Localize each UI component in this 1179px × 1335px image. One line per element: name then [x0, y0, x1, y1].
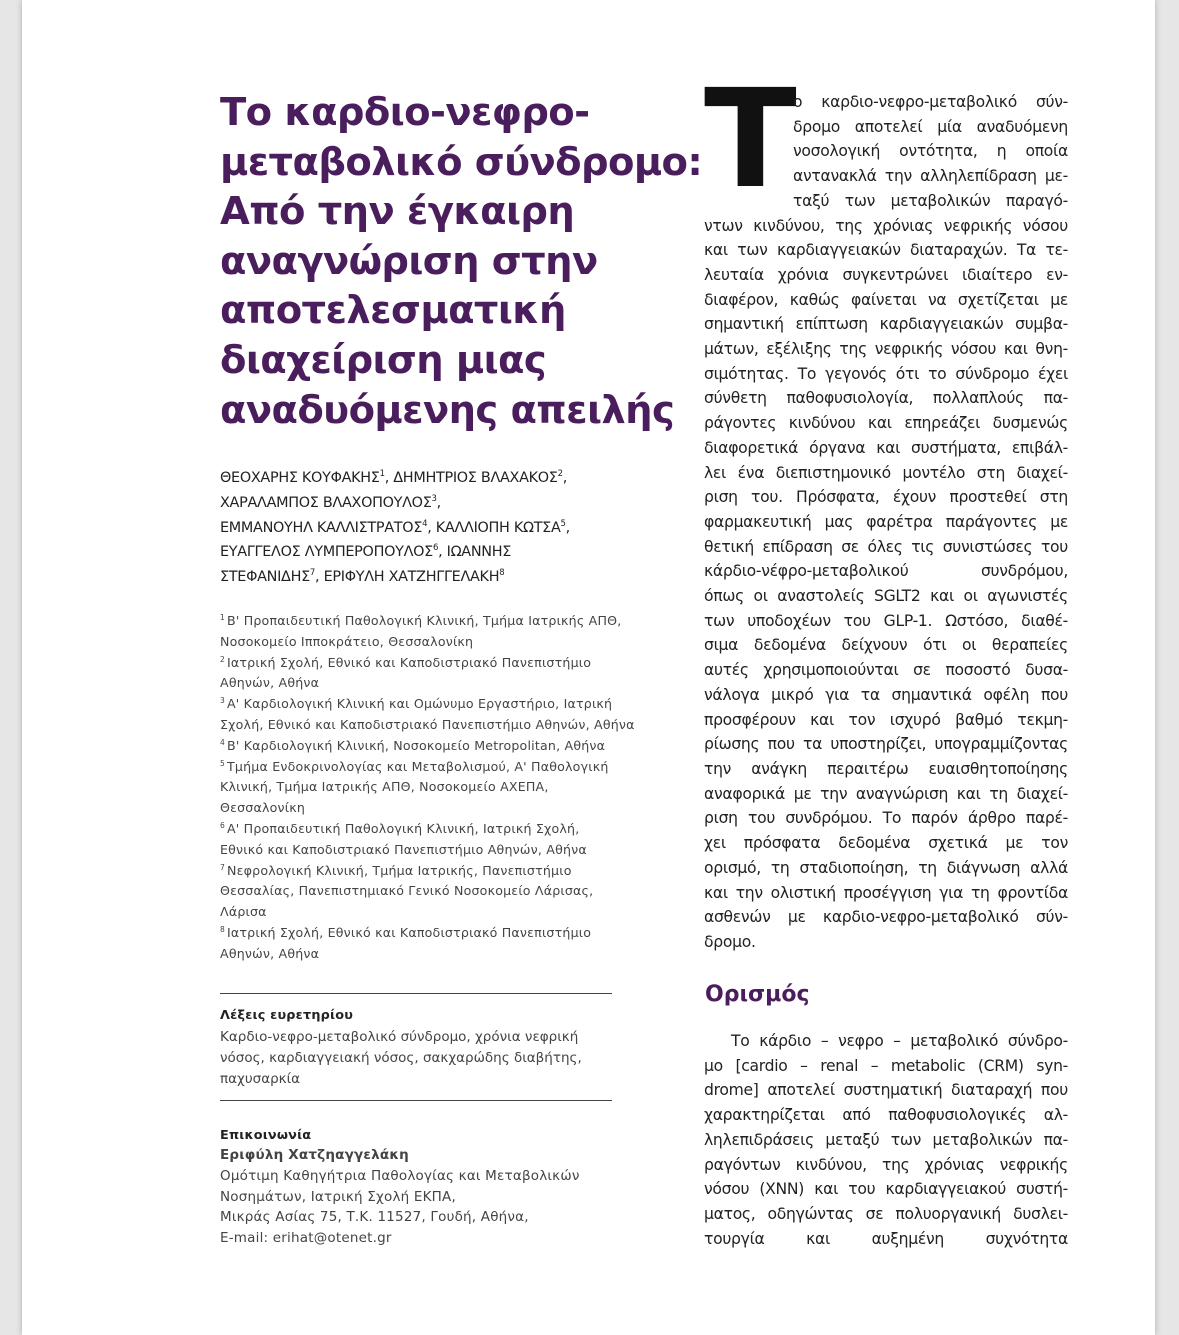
affiliation-line: $^5$ Τμήμα Ενδοκρινολογίας και Μεταβολισμού, Α' Παθολογική	[220, 758, 609, 774]
title-line: Το καρδιο-νεφρο-	[220, 90, 590, 135]
affiliation-line: Αθηνών, Αθήνα	[220, 675, 320, 691]
author-name: ΙΩΑΝΝΗΣ	[446, 544, 512, 561]
title-line: αποτελεσματική	[220, 288, 566, 334]
text-line: ματος, οδηγώντας σε πολυοργανική δυσλει-	[704, 1204, 1068, 1223]
text-line: όπως οι αναστολείς SGLT2 και οι αγωνιστές	[704, 587, 1068, 606]
affiliation-line: $^7$ Νεφρολογική Κλινική, Τμήμα Ιατρικής, Πανεπιστήμιο	[220, 862, 572, 878]
text-line: νοσολογική οντότητα, η οποία	[793, 142, 1068, 161]
contact-line: Νοσημάτων, Ιατρική Σχολή ΕΚΠΑ,	[220, 1188, 456, 1205]
text-line: αντανακλά την αλληλεπίδραση με-	[793, 167, 1068, 186]
divider	[220, 993, 612, 994]
affiliation-line: Θεσσαλίας, Πανεπιστημιακό Γενικό Νοσοκομείο Λάρισας,	[220, 883, 594, 899]
contact-block	[220, 1145, 620, 1249]
text-line: λευταία χρόνια συγκεντρώνει ιδιαίτερο εν-	[704, 265, 1068, 284]
text-line: θετική επίδραση σε όλες τις συνιστώσες του	[704, 537, 1068, 556]
text-line: ασθενών με καρδιο-νεφρο-μεταβολικό σύν-	[704, 908, 1068, 927]
text-line: ρίωσης που τα υποστηρίζει, υπογραμμίζοντας	[704, 735, 1068, 754]
title-line: διαχείριση μιας	[220, 337, 547, 383]
author-ref: 3	[431, 493, 437, 504]
text-line: τουργία και αυξημένη συχνότητα	[704, 1229, 1068, 1248]
text-line: ραγόντων κινδύνου, της χρόνιας νεφρικής	[704, 1155, 1068, 1174]
text-line: διαφορετικά όργανα και συστήματα, επιβάλ-	[704, 438, 1068, 457]
text-line: σιμα δεδομένα δείχνουν ότι οι θεραπείες	[704, 636, 1068, 655]
text-line: διαφέρον, καθώς φαίνεται να σχετίζεται με	[704, 290, 1068, 309]
text-line: ράγοντες κινδύνου και επηρεάζει δυσμενώς	[704, 414, 1068, 433]
author-name: ΕΥΑΓΓΕΛΟΣ ΛΥΜΠΕΡΟΠΟΥΛΟΣ	[220, 544, 433, 561]
author-name: ΘΕΟΧΑΡΗΣ ΚΟΥΦΑΚΗΣ	[220, 470, 380, 486]
text-line: κάρδιο-νέφρο-μεταβολικού συνδρόμου,	[704, 562, 1068, 581]
text-line: μο [cardio – renal – metabolic (CRM) syn-	[704, 1056, 1068, 1075]
section-heading: Ορισμός	[705, 982, 810, 1007]
text-line: σιμότητας. Το γεγονός ότι το σύνδρομο έχει	[704, 364, 1068, 383]
text-line: λει ένα διεπιστημονικό μοντέλο στη διαχεί-	[704, 463, 1068, 482]
keywords-body	[220, 1027, 620, 1090]
contact-email: E-mail: erihat@otenet.gr	[220, 1230, 392, 1247]
author-name: ΧΑΡΑΛΑΜΠΟΣ ΒΛΑΧΟΠΟΥΛΟΣ	[220, 494, 432, 511]
keywords-line: παχυσαρκία	[220, 1071, 301, 1087]
affiliation-line: $^6$ Α' Προπαιδευτική Παθολογική Κλινική, Ιατρική Σχολή,	[220, 820, 580, 836]
keywords-line: Καρδιο-νεφρο-μεταβολικό σύνδρομο, χρόνια νεφρική	[220, 1029, 579, 1045]
text-line: σημαντική επίπτωση καρδιαγγειακών συμβα-	[704, 315, 1068, 334]
author-ref: 1	[379, 469, 385, 479]
drop-cap: Τ	[704, 61, 797, 219]
abstract-paragraph	[704, 61, 1068, 955]
affiliation-line: $^2$ Ιατρική Σχολή, Εθνικό και Καποδιστριακό Πανεπιστήμιο	[220, 654, 592, 670]
author-name: ΕΡΙΦΥΛΗ ΧΑΤΖΗΓΓΕΛΑΚΗ	[323, 569, 500, 586]
affiliation-line: $^3$ Α' Καρδιολογική Κλινική και Ομώνυμο Εργαστήριο, Ιατρική	[220, 696, 613, 712]
author-name: ΔΗΜΗΤΡΙΟΣ ΒΛΑΧΑΚΟΣ	[393, 470, 558, 486]
author-ref: 2	[557, 469, 563, 479]
affiliation-line: Λάρισα	[220, 904, 267, 920]
text-line: ορισμό, τη σταδιοποίηση, τη διάγνωση αλλά	[704, 858, 1068, 877]
text-line: και την ολιστική προσέγγιση για τη φροντίδα	[704, 883, 1068, 902]
text-line: χαρακτηρίζεται από παθοφυσιολογικές αλ-	[704, 1106, 1068, 1125]
text-line: drome] αποτελεί συστηματική διαταραχή που	[704, 1081, 1068, 1100]
keywords-heading: Λέξεις ευρετηρίου	[220, 1008, 354, 1023]
title-line: αναδυόμενης απειλής	[220, 387, 675, 433]
text-line: ταξύ των μεταβολικών παραγό-	[793, 191, 1068, 210]
keywords-line: νόσος, καρδιαγγειακή νόσος, σακχαρώδης διαβήτης,	[220, 1050, 582, 1066]
affiliation-line: Θεσσαλονίκη	[220, 800, 306, 816]
text-line: των υποδοχέων του GLP-1. Ωστόσο, διαθέ-	[704, 611, 1068, 630]
document-page	[22, 0, 1155, 1335]
divider	[220, 1100, 612, 1101]
text-line: μάτων, εξέλιξης της νεφρικής νόσου και θνη-	[704, 340, 1068, 359]
section-paragraph	[704, 1029, 1068, 1251]
author-ref: 4	[422, 518, 428, 529]
affiliation-list	[220, 611, 660, 965]
text-line: ριση του συνδρόμου. Το παρόν άρθρο παρέ-	[704, 809, 1068, 828]
title-block	[220, 88, 703, 435]
text-line: δρομο αποτελεί μία αναδυόμενη	[793, 117, 1068, 136]
affiliation-line: $^1$ Β' Προπαιδευτική Παθολογική Κλινική, Τμήμα Ιατρικής ΑΠΘ,	[220, 613, 622, 628]
contact-line: Μικράς Ασίας 75, Τ.Κ. 11527, Γουδή, Αθήνα,	[220, 1209, 529, 1226]
affiliation-line: Αθηνών, Αθήνα	[220, 945, 320, 961]
text-line: την ανάγκη περαιτέρω ευαισθητοποίησης	[704, 759, 1068, 778]
text-line: αναφορικά με την αναγνώριση και τη διαχεί-	[704, 784, 1068, 803]
title-line: αναγνώριση στην	[220, 238, 598, 284]
article-title	[220, 88, 703, 435]
text-line: και των καρδιαγγειακών διαταραχών. Τα τε-	[704, 241, 1068, 260]
author-ref: 6	[432, 543, 439, 554]
author-name: ΣΤΕΦΑΝΙΔΗΣ	[220, 569, 310, 586]
author-list: ΘΕΟΧΑΡΗΣ ΚΟΥΦΑΚΗΣ$^1$, ΔΗΜΗΤΡΙΟΣ ΒΛΑΧΑΚΟΣ$^2$, ΧΑΡΑΛΑΜΠΟΣ ΒΛΑΧΟΠΟΥΛΟΣ$^3$, ΕΜΜΑΝΟΥΗΛ ΚΑΛΛΙΣΤΡΑΤΟΣ$^4$, ΚΑΛΛΙΟΠΗ ΚΩΤΣΑ$^5$, ΕΥΑΓΓΕΛΟΣ ΛΥΜΠΕΡΟΠΟΥΛΟΣ$^6$, ΙΩΑΝΝΗΣ ΣΤΕΦΑΝΙΔΗΣ$^7$, ΕΡΙΦΥΛΗ ΧΑΤΖΗΓΓΕΛΑΚΗ$^8$	[220, 469, 570, 586]
text-line: νόσου (ΧΝΝ) και του καρδιαγγειακού συστή-	[704, 1180, 1068, 1199]
author-ref: 5	[560, 518, 566, 529]
text-line: χει πρόσφατα δεδομένα σχετικά με τον	[704, 834, 1068, 853]
text-line: αυτές χρησιμοποιούνται σε ποσοστό δυσα-	[704, 661, 1068, 680]
author-ref: 8	[499, 568, 505, 579]
contact-heading: Επικοινωνία	[220, 1128, 312, 1143]
contact-name: Εριφύλη Χατζηαγγελάκη	[220, 1147, 409, 1163]
title-line: μεταβολικό σύνδρομο:	[220, 139, 703, 185]
affiliation-line: $^8$ Ιατρική Σχολή, Εθνικό και Καποδιστριακό Πανεπιστήμιο	[220, 924, 592, 940]
affiliation-line: Εθνικό και Καποδιστριακό Πανεπιστήμιο Αθηνών, Αθήνα	[220, 841, 587, 857]
affiliation-line: Σχολή, Εθνικό και Καποδιστριακό Πανεπιστήμιο Αθηνών, Αθήνα	[220, 716, 635, 732]
author-name: ΕΜΜΑΝΟΥΗΛ ΚΑΛΛΙΣΤΡΑΤΟΣ	[220, 519, 423, 536]
text-line: ληλεπιδράσεις μεταξύ των μεταβολικών πα-	[704, 1130, 1068, 1149]
text-line: σύνθετη παθοφυσιολογία, πολλαπλούς πα-	[704, 389, 1068, 408]
author-name: ΚΑΛΛΙΟΠΗ ΚΩΤΣΑ	[435, 519, 561, 536]
affiliation-line: $^4$ Β' Καρδιολογική Κλινική, Νοσοκομείο Metropolitan, Αθήνα	[220, 737, 606, 753]
text-line: φαρμακευτική μας φαρέτρα παράγοντες με	[704, 512, 1068, 531]
text-line: δρομο.	[704, 932, 756, 951]
text-line: προσφέρουν και τον ισχυρό βαθμό τεκμη-	[704, 710, 1068, 729]
title-line: Από την έγκαιρη	[220, 189, 575, 235]
text-line: Το κάρδιο – νεφρο – μεταβολικό σύνδρο-	[731, 1032, 1068, 1050]
text-line: ο καρδιο-νεφρο-μεταβολικό σύν-	[793, 93, 1068, 111]
text-line: ντων κινδύνου, της χρόνιας νεφρικής νόσου	[704, 216, 1068, 235]
text-line: νάλογα μικρό για τα σημαντικά οφέλη που	[704, 685, 1068, 704]
author-ref: 7	[309, 568, 316, 579]
affiliation-line: Νοσοκομείο Ιπποκράτειο, Θεσσαλονίκη	[220, 633, 474, 649]
text-line: ριση του. Πρόσφατα, έχουν προστεθεί στη	[704, 488, 1068, 507]
affiliation-line: Κλινική, Τμήμα Ιατρικής ΑΠΘ, Νοσοκομείο ΑΧΕΠΑ,	[220, 779, 549, 795]
contact-line: Ομότιμη Καθηγήτρια Παθολογίας και Μεταβολικών	[220, 1167, 580, 1184]
